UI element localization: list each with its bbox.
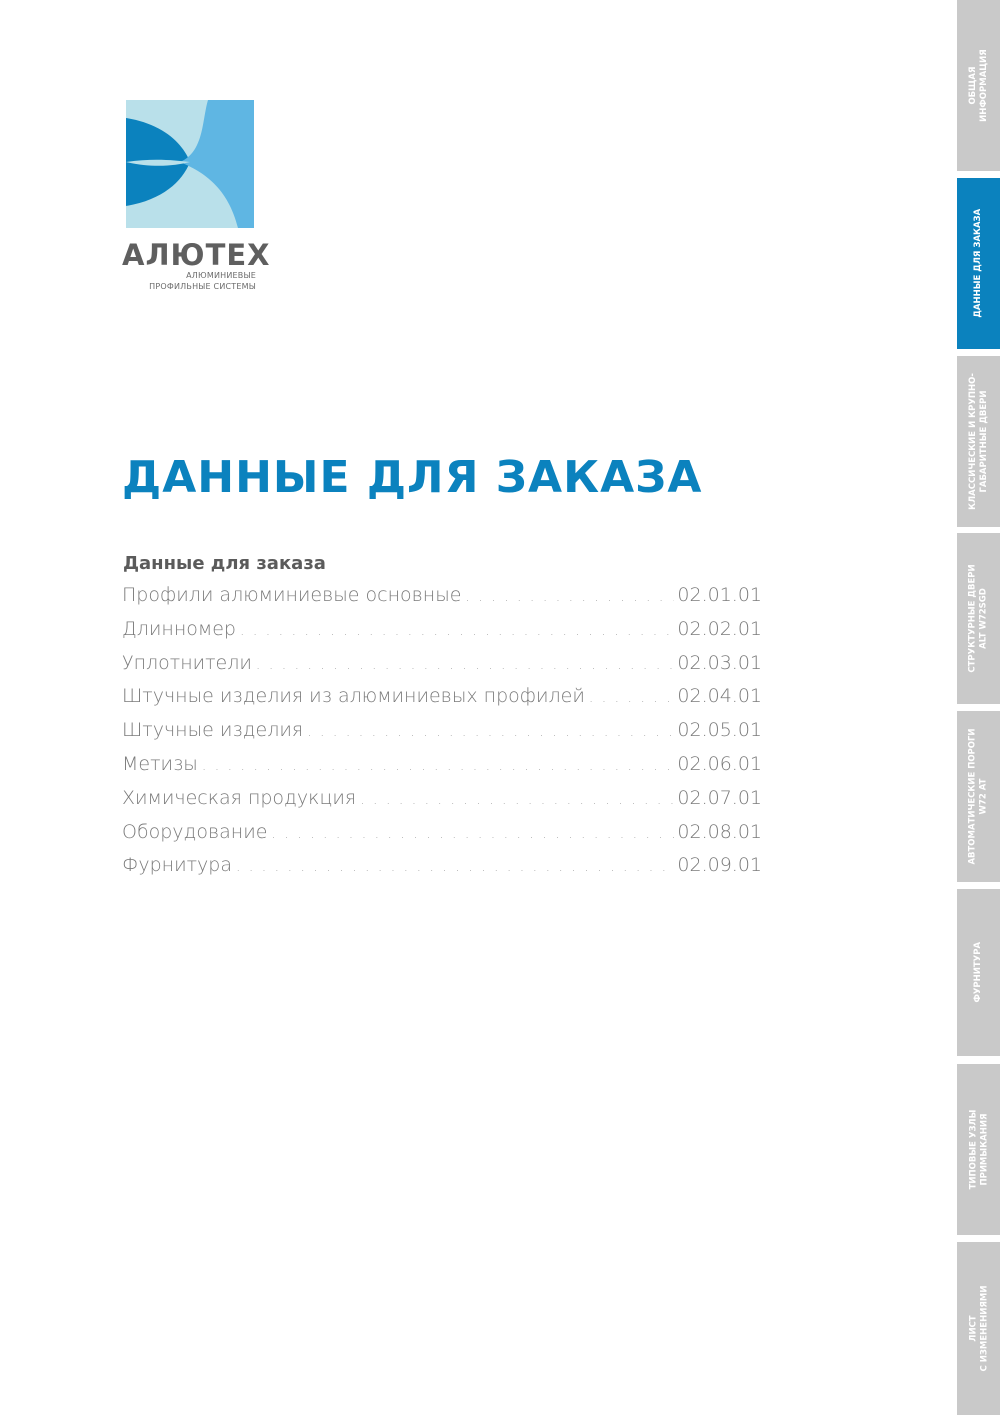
- toc-leader-dots: [589, 690, 675, 706]
- toc-item-label: Штучные изделия из алюминиевых профилей: [122, 685, 585, 708]
- tab-label-line1: КЛАССИЧЕСКИЕ И КРУПНО-: [968, 373, 979, 510]
- tab-label-line1: ТИПОВЫЕ УЗЛЫ: [968, 1109, 979, 1190]
- toc-item-label: Длинномер: [122, 617, 236, 640]
- tab-label-line2: С ИЗМЕНЕНИЯМИ: [978, 1285, 989, 1372]
- toc-item-label: Штучные изделия: [122, 719, 304, 742]
- toc-item-fasteners[interactable]: [122, 753, 762, 787]
- page-title: ДАННЫЕ ДЛЯ ЗАКАЗА: [122, 452, 703, 503]
- toc-item-page: 02.08.01: [677, 820, 762, 843]
- tab-label-line1: АВТОМАТИЧЕСКИЕ ПОРОГИ: [968, 728, 979, 865]
- toc-item-long-lengths[interactable]: [122, 618, 762, 652]
- toc-item-equipment[interactable]: [122, 821, 762, 855]
- tab-label-line2: ПРИМЫКАНИЯ: [978, 1113, 989, 1186]
- tab-automatic-thresholds[interactable]: [957, 711, 1000, 882]
- table-of-contents: [122, 584, 762, 888]
- toc-item-seals[interactable]: [122, 652, 762, 686]
- toc-item-pieces[interactable]: [122, 719, 762, 753]
- company-logo: [122, 100, 271, 292]
- toc-item-page: 02.07.01: [677, 786, 762, 809]
- toc-item-page: 02.01.01: [677, 584, 762, 606]
- toc-leader-dots: [360, 792, 674, 808]
- toc-leader-dots: [256, 657, 674, 673]
- toc-item-label: Уплотнители: [122, 651, 252, 674]
- tab-label-line1: ДАННЫЕ ДЛЯ ЗАКАЗА: [973, 209, 984, 318]
- toc-item-page: 02.02.01: [677, 617, 762, 640]
- toc-leader-dots: [307, 724, 674, 740]
- toc-item-label: Фурнитура: [122, 854, 232, 877]
- tab-change-list[interactable]: [957, 1242, 1000, 1415]
- toc-item-page: 02.05.01: [677, 719, 762, 742]
- tab-label-line2: ALT W72SGD: [978, 588, 989, 649]
- tab-typical-junctions[interactable]: [957, 1064, 1000, 1235]
- logo-mark: [122, 100, 256, 230]
- tab-label-line1: ОБЩАЯ: [968, 66, 979, 105]
- toc-item-label: Оборудование: [122, 820, 268, 843]
- brand-name: АЛЮТЕХ: [122, 238, 271, 272]
- tab-structural-doors[interactable]: [957, 533, 1000, 704]
- toc-item-chemicals[interactable]: [122, 787, 762, 821]
- brand-tagline-line2: ПРОФИЛЬНЫЕ СИСТЕМЫ: [149, 282, 256, 291]
- tab-label-line2: ИНФОРМАЦИЯ: [978, 49, 989, 122]
- toc-item-profile-pieces[interactable]: [122, 685, 762, 719]
- toc-leader-dots: [271, 826, 674, 842]
- tab-label-line1: СТРУКТУРНЫЕ ДВЕРИ: [968, 564, 979, 673]
- tab-hardware[interactable]: [957, 889, 1000, 1056]
- toc-item-profiles[interactable]: [122, 584, 762, 618]
- tab-label-line1: ФУРНИТУРА: [973, 942, 984, 1003]
- toc-heading: Данные для заказа: [123, 553, 326, 574]
- toc-item-label: Профили алюминиевые основные: [122, 584, 462, 606]
- toc-item-page: 02.03.01: [677, 651, 762, 674]
- tab-label-line1: ЛИСТ: [968, 1315, 979, 1342]
- toc-item-page: 02.09.01: [677, 854, 762, 877]
- toc-leader-dots: [240, 623, 674, 639]
- toc-item-label: Метизы: [122, 752, 198, 775]
- toc-item-label: Химическая продукция: [122, 786, 357, 809]
- brand-tagline-line1: АЛЮМИНИЕВЫЕ: [186, 271, 256, 280]
- toc-item-page: 02.06.01: [677, 752, 762, 775]
- section-tabs: [957, 0, 1000, 1415]
- tab-label-line2: ГАБАРИТНЫЕ ДВЕРИ: [978, 390, 989, 493]
- tab-label-line2: W72 AT: [978, 778, 989, 815]
- toc-leader-dots: [236, 859, 674, 875]
- tab-general-info[interactable]: [957, 0, 1000, 171]
- toc-item-hardware[interactable]: [122, 854, 762, 888]
- toc-leader-dots: [202, 758, 675, 774]
- tab-classic-doors[interactable]: [957, 356, 1000, 527]
- tab-order-data[interactable]: [957, 178, 1000, 349]
- toc-leader-dots: [465, 589, 674, 605]
- toc-item-page: 02.04.01: [677, 685, 762, 708]
